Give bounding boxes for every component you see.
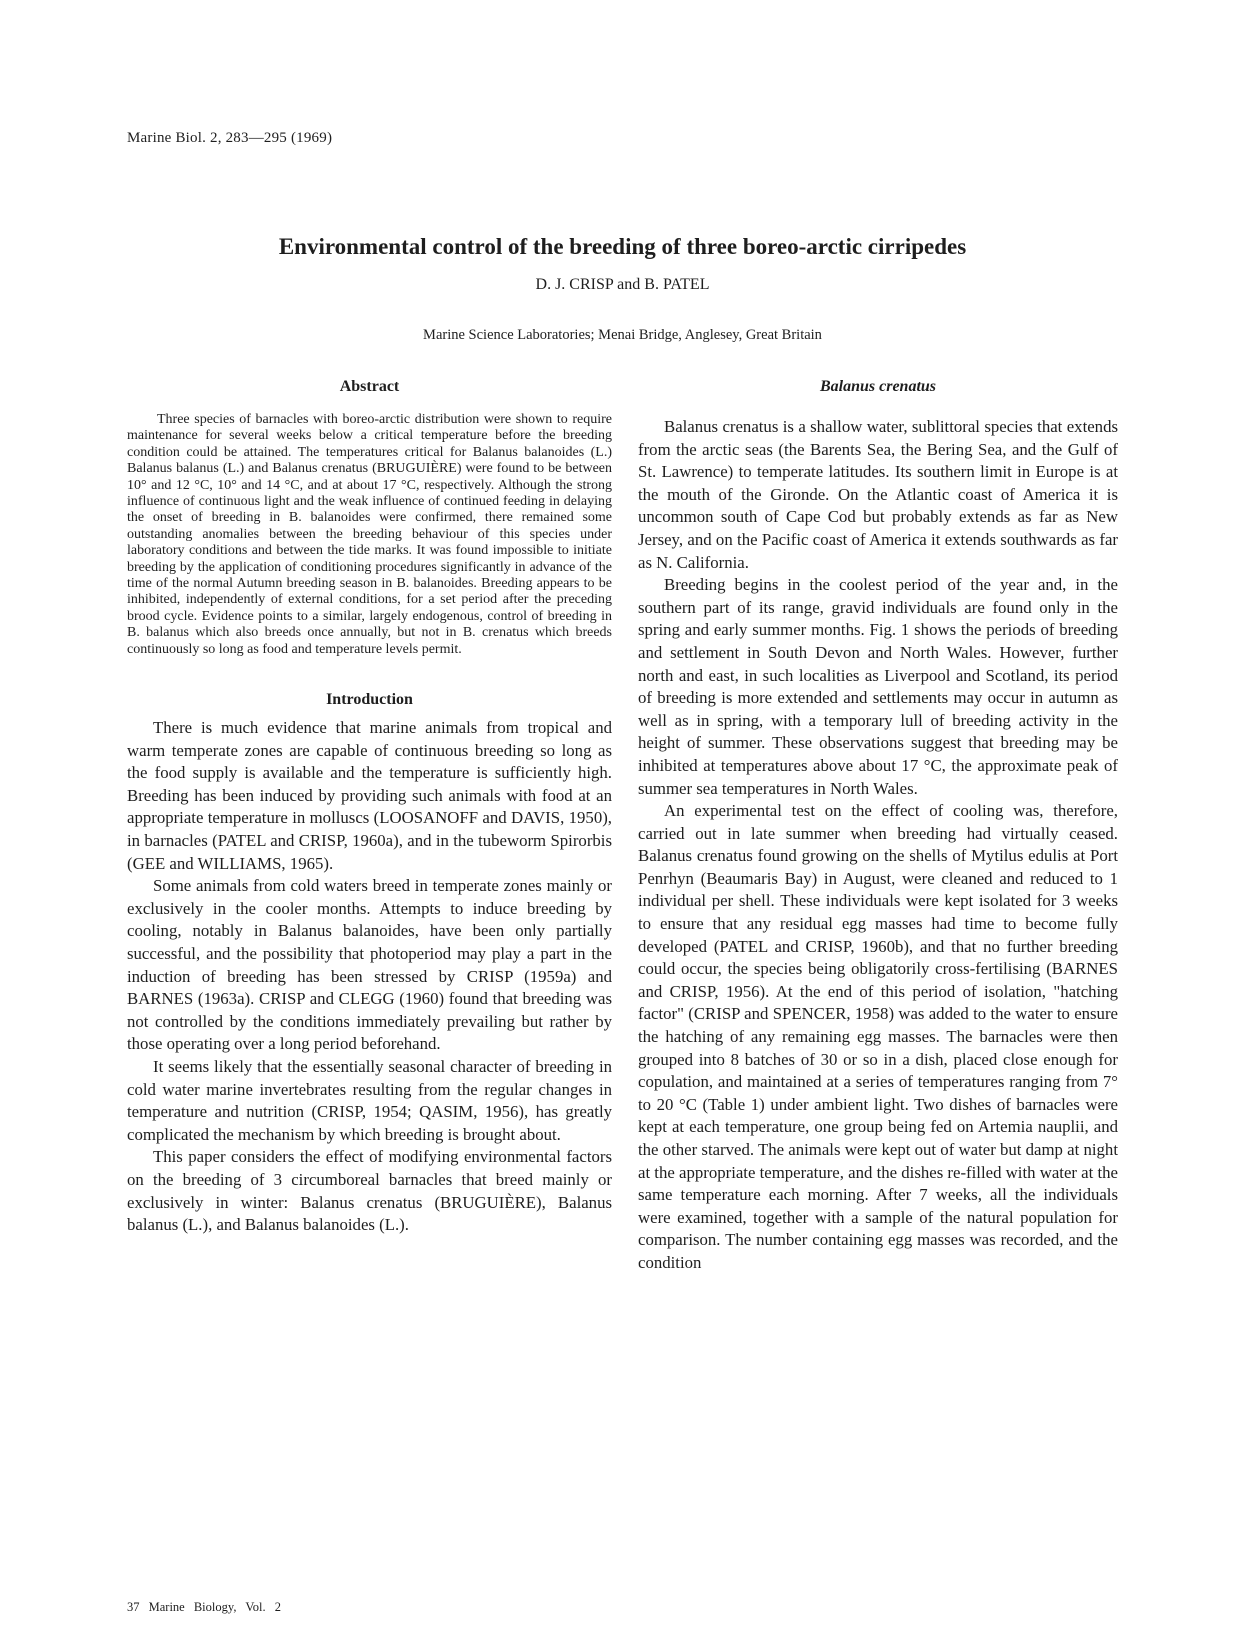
journal-reference: Marine Biol. 2, 283—295 (1969): [127, 130, 333, 146]
introduction-paragraph-1: There is much evidence that marine animals from tropical and warm temperate zones are capable of continuous breeding so long as the food supply is available and the temperature is sufficiently high. Breeding has been induced by providing such animals with food at an appropriate temperature in molluscs (LOOSANOFF and DAVIS, 1950), in barnacles (PATEL and CRISP, 1960a), and in the tubeworm Spirorbis (GEE and WILLIAMS, 1965).: [127, 718, 612, 873]
authors: D. J. CRISP and B. PATEL: [535, 276, 710, 293]
crenatus-paragraph-2: Breeding begins in the coolest period of the year and, in the southern part of its range, gravid individuals are found only in the spring and early summer months. Fig. 1 shows the periods of breeding and settlement in South Devon and North Wales. However, further north and east, in such localities as Liverpool and Scotland, its period of breeding is more extended and settlements may occur in autumn as well as in spring, with a temporary lull of breeding activity in the height of summer. These observations suggest that breeding may be inhibited at temperatures above about 17 °C, the approximate peak of summer sea temperatures in North Wales.: [638, 575, 1118, 798]
abstract-body: [127, 412, 612, 658]
introduction-paragraph-2: Some animals from cold waters breed in temperate zones mainly or exclusively in the cooler months. Attempts to induce breeding by cooling, notably in Balanus balanoides, have been only partially successful, and the possibility that photoperiod may play a part in the induction of breeding has been stressed by CRISP (1959a) and BARNES (1963a). CRISP and CLEGG (1960) found that breeding was not controlled by the conditions immediately prevailing but rather by those operating over a long period beforehand.: [127, 876, 612, 1054]
introduction-paragraph-3: It seems likely that the essentially seasonal character of breeding in cold water marine invertebrates resulting from the regular changes in temperature and nutrition (CRISP, 1954; QASIM, 1956), has greatly complicated the mechanism by which breeding is brought about.: [127, 1057, 612, 1144]
abstract-paragraph: Three species of barnacles with boreo-arctic distribution were shown to require maintenance for several weeks below a critical temperature before the breeding condition could be attained. The temperatures critical for Balanus balanoides (L.) Balanus balanus (L.) and Balanus crenatus (BRUGUIÈRE) were found to be between 10° and 12 °C, 10° and 14 °C, and at about 17 °C, respectively. Although the strong influence of continuous light and the weak influence of continued feeding in delaying the onset of breeding in B. balanoides were confirmed, there remained some outstanding anomalies between the breeding behaviour of this species under laboratory conditions and between the tide marks. It was found impossible to initiate breeding by the application of conditioning procedures significantly in advance of the time of the normal Autumn breeding season in B. balanoides. Breeding appears to be inhibited, independently of external conditions, for a set period after the preceding brood cycle. Evidence points to a similar, largely endogenous, control of breeding in B. balanus which also breeds once annually, but not in B. crenatus which breeds continuously so long as food and temperature levels permit.: [127, 412, 612, 657]
introduction-heading: Introduction: [326, 691, 413, 709]
crenatus-body: [638, 416, 1118, 1275]
introduction-paragraph-4: This paper considers the effect of modifying environmental factors on the breeding of 3 circumboreal barnacles that breed mainly or exclusively in winter: Balanus crenatus (BRUGUIÈRE), Balanus balanus (L.), and Balanus balanoides (L.).: [127, 1147, 612, 1235]
crenatus-paragraph-3: An experimental test on the effect of cooling was, therefore, carried out in late summer when breeding had virtually ceased. Balanus crenatus found growing on the shells of Mytilus edulis at Port Penrhyn (Beaumaris Bay) in August, were cleaned and reduced to 1 individual per shell. These individuals were kept isolated for 3 weeks to ensure that any residual egg masses had time to become fully developed (PATEL and CRISP, 1960b), and that no further breeding could occur, the species being obligatorily cross-fertilising (BARNES and CRISP, 1956). At the end of this period of isolation, "hatching factor" (CRISP and SPENCER, 1958) was added to the water to ensure the hatching of any remaining egg masses. The barnacles were then grouped into 8 batches of 30 or so in a dish, placed close enough for copulation, and maintained at a series of temperatures ranging from 7° to 20 °C (Table 1) under ambient light. Two dishes of barnacles were kept at each temperature, one group being fed on Artemia nauplii, and the other starved. The animals were kept out of water but damp at night at the appropriate temperature, and the dishes re-filled with water at the same temperature each morning. After 7 weeks, all the individuals were examined, together with a sample of the natural population for comparison. The number containing egg masses was recorded, and the condition: [638, 801, 1118, 1272]
crenatus-paragraph-1: Balanus crenatus is a shallow water, sublittoral species that extends from the arctic seas (the Barents Sea, the Bering Sea, and the Gulf of St. Lawrence) to temperate latitudes. Its southern limit in Europe is at the mouth of the Gironde. On the Atlantic coast of America it is uncommon south of Cape Cod but probably extends as far as New Jersey, and on the Pacific coast of America it extends southwards as far as N. California.: [638, 417, 1118, 572]
abstract-heading: Abstract: [339, 378, 400, 395]
affiliation: Marine Science Laboratories; Menai Bridge, Anglesey, Great Britain: [423, 327, 822, 343]
introduction-body: [127, 717, 612, 1237]
page-footer: 37 Marine Biology, Vol. 2: [127, 1600, 281, 1614]
paper-title: Environmental control of the breeding of three boreo-arctic cirripedes: [278, 234, 967, 259]
crenatus-heading: Balanus crenatus: [819, 378, 937, 395]
left-column: [127, 378, 612, 1237]
right-column: [638, 378, 1118, 1275]
